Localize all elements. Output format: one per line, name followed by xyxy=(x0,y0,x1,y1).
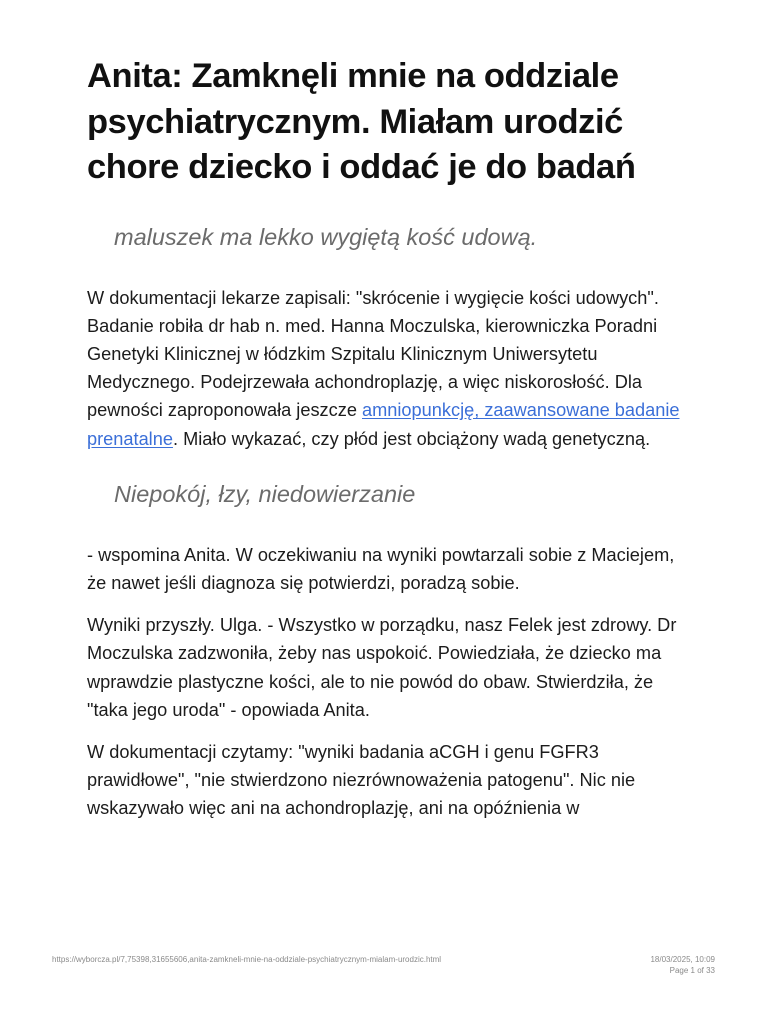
paragraph: W dokumentacji czytamy: "wyniki badania aCGH i genu FGFR3 prawidłowe", "nie stwierdzono niezrównoważenia patogenu". Nic nie wskazywało więc ani na achondroplazję, ani na opóźnienia w xyxy=(87,741,636,819)
amniocentesis-link[interactable]: amniopunkcję, zaawansowane badanie prenatalne xyxy=(87,400,680,449)
print-meta xyxy=(650,954,715,976)
page-number: Page 1 of 33 xyxy=(669,966,715,975)
paragraph-text: . Miało wykazać, czy płód jest obciążony wadą genetyczną. xyxy=(172,428,651,449)
section-quote: Niepokój, łzy, niedowierzanie xyxy=(114,480,416,507)
article-body xyxy=(87,54,687,823)
paragraph xyxy=(87,284,687,453)
print-date: 18/03/2025, 10:09 xyxy=(650,955,715,964)
pull-quote: maluszek ma lekko wygiętą kość udową. xyxy=(114,223,538,250)
source-url: https://wyborcza.pl/7,75398,31655606,anita-zamkneli-mnie-na-oddziale-psychiatrycznym-mialam-urodzic.html xyxy=(52,955,442,964)
paragraph: Wyniki przyszły. Ulga. - Wszystko w porządku, nasz Felek jest zdrowy. Dr Moczulska zadzwoniła, żeby nas uspokoić. Powiedziała, że dziecko ma wprawdzie plastyczne kości, ale to nie powód do obaw. Stwierdziła, że "taka jego uroda" - opowiada Anita. xyxy=(87,615,677,720)
paragraph: - wspomina Anita. W oczekiwaniu na wyniki powtarzali sobie z Maciejem, że nawet jeśli diagnoza się potwierdzi, poradzą sobie. xyxy=(87,544,675,593)
paragraph-text: W dokumentacji lekarze zapisali: "skrócenie i wygięcie kości udowych". Badanie robiła dr hab n. med. Hanna Moczulska, kierowniczka Poradni Genetyki Klinicznej w łódzkim Szpitalu Klinicznym Uniwersytetu Medycznego. Podejrzewała achondroplazję, a więc niskorosłość. Dla pewności zaproponowała jeszcze xyxy=(87,287,659,421)
article-title: Anita: Zamknęli mnie na oddziale psychiatrycznym. Miałam urodzić chore dziecko i oddać je do badań xyxy=(87,57,636,186)
